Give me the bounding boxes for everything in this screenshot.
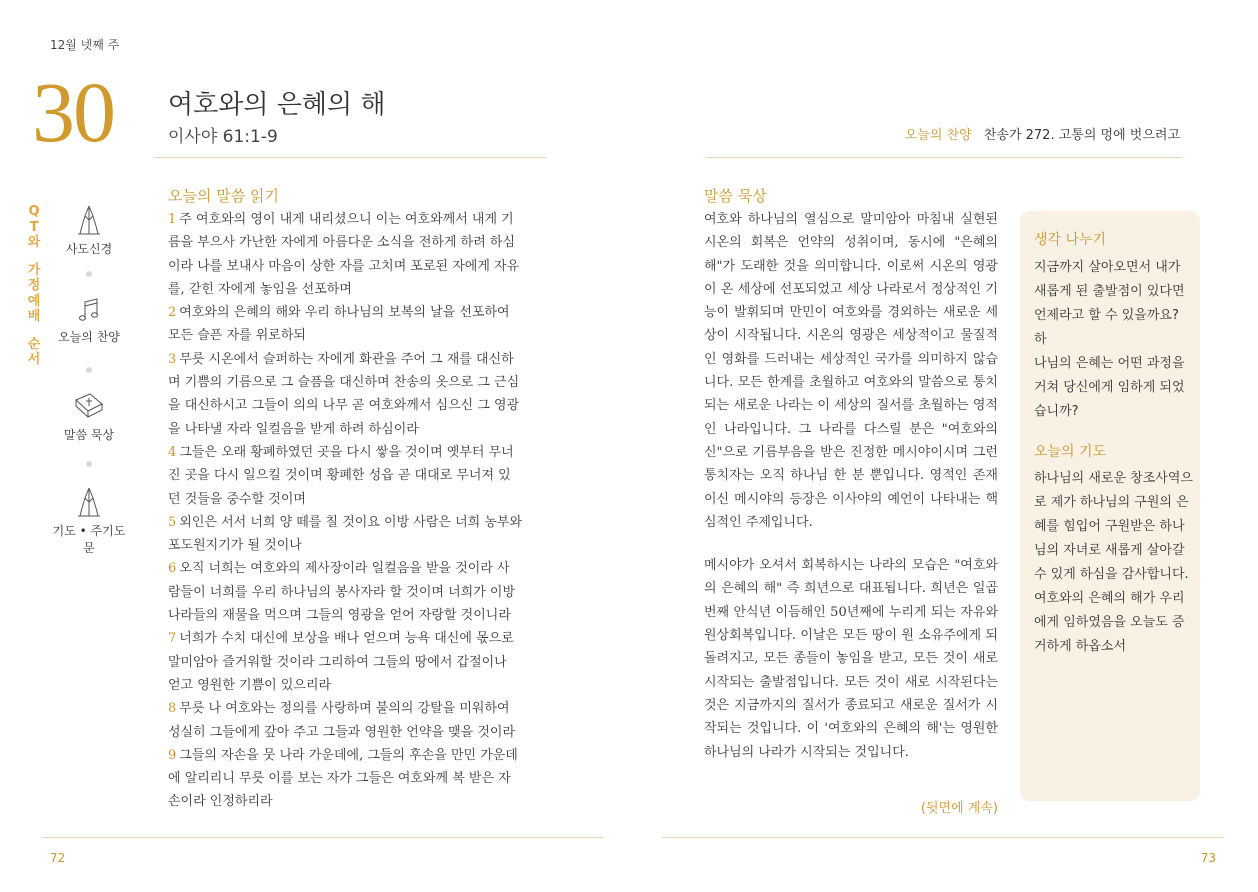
sharing-heading: 생각 나누기: [1034, 232, 1107, 248]
verse-text: 를, 갇힌 자에게 놓임을 선포하며: [168, 281, 352, 297]
verse-text: 던 것들을 중수할 것이며: [168, 491, 306, 507]
side-label-char: Q: [28, 204, 40, 219]
verse-line: [168, 255, 552, 278]
nav-todays-hymn: [48, 296, 130, 345]
side-label: [26, 204, 42, 368]
verse-number: 6: [168, 561, 177, 577]
verse-text: 말미암아 즐거워할 것이라 그리하여 그들의 땅에서 갑절이나: [168, 654, 507, 670]
music-note-icon: [72, 296, 106, 324]
verse-line: [168, 627, 552, 650]
verse-text: 나라들의 재물을 먹으며 그들의 영광을 얻어 자랑할 것이니라: [168, 608, 511, 624]
nav-apostles-creed: [48, 204, 130, 257]
nav-separator-dot: [86, 271, 92, 277]
verse-text: 무릇 시온에서 슬퍼하는 자에게 화관을 주어 그 재를 대신하: [179, 351, 514, 367]
verse-line: [168, 464, 552, 487]
prayer-line: 에게 임하였음을 오늘도 증: [1034, 615, 1185, 630]
praying-hands-icon: [72, 204, 106, 236]
verse-line: [168, 744, 552, 767]
side-label-char: 정: [27, 278, 41, 293]
verse-text: 너희가 수치 대신에 보상을 배나 얻으며 능욕 대신에 몫으로: [179, 631, 514, 647]
verse-line: [168, 697, 552, 720]
verse-number: 7: [168, 631, 177, 647]
side-label-char: 예: [27, 293, 41, 309]
sharing-line: 새롭게 된 출발점이 있다면: [1034, 284, 1185, 299]
verse-line: [168, 557, 552, 580]
prayer-line: 수 있게 하심을 감사합니다.: [1034, 567, 1189, 582]
verse-text: 얻고 영원한 기쁨이 있으리라: [168, 677, 332, 693]
praying-hands-icon: [72, 486, 106, 518]
side-label-char: 순: [27, 336, 41, 352]
verse-number: 5: [168, 514, 177, 530]
verse-text: 에 알리리니 무릇 이를 보는 자가 그들은 여호와께 복 받은 자: [168, 771, 511, 787]
nav-prayer: [48, 486, 130, 556]
verse-line: [168, 301, 552, 324]
side-label-char: 배: [27, 309, 41, 324]
verse-line: [168, 604, 552, 627]
prayer-line: 로 제가 하나님의 구원의 은: [1034, 495, 1189, 510]
prayer-line: 혜를 힘입어 구원받은 하나: [1034, 519, 1185, 534]
verse-number: 9: [168, 747, 177, 763]
verse-line: [168, 231, 552, 254]
verse-line: [168, 371, 552, 394]
prayer-line: 거하게 하옵소서: [1034, 639, 1127, 654]
side-label-char: 서: [27, 352, 41, 367]
hymn-info: [905, 124, 1180, 143]
day-number: 30: [32, 64, 114, 160]
nav-word-meditation: [48, 390, 130, 443]
verse-text: 을 대신하시고 그들이 의의 나무 곧 여호와께서 심으신 그 영광: [168, 398, 520, 414]
week-label: 12월 넷째 주: [50, 38, 120, 52]
verse-text: 오직 너희는 여호와의 제사장이라 일컬음을 받을 것이라 사: [179, 561, 510, 577]
side-label-gap: [26, 325, 42, 337]
footer-rule-left: [42, 837, 604, 838]
meditation-text: [704, 208, 998, 784]
nav-label: 사도신경: [65, 242, 113, 256]
verse-line: [168, 674, 552, 697]
verse-text: 름을 부으사 가난한 자에게 아름다운 소식을 전하게 하려 하심: [168, 235, 516, 251]
sharing-line: 거쳐 당신에게 임하게 되었: [1034, 380, 1185, 395]
verse-line: [168, 488, 552, 511]
sharing-text: [1034, 256, 1194, 424]
nav-separator-dot: [86, 367, 92, 373]
sharing-line: 언제라고 할 수 있을까요? 하: [1034, 308, 1179, 347]
verse-text: 진 곳을 다시 일으킬 것이며 황폐한 성읍 곧 대대로 무너져 있: [168, 468, 511, 484]
scripture-text: [168, 208, 552, 814]
verse-text: 손이라 인정하리라: [168, 794, 273, 810]
nav-label: 말씀 묵상: [63, 428, 115, 442]
meditation-paragraph: 여호와 하나님의 열심으로 말미암아 마침내 실현된 시온의 회복은 언약의 성취이며, 동시에 "은혜의 해"가 도래한 것을 의미합니다. 이로써 시온의 영광이 온 세상에 선포되었고 세상 나라로서 정상적인 기능이 발휘되며 만민이 여호와를 경외하는 새로운 세상이 시작됩니다. 시온의 영광은 세상적이고 물질적인 영화를 드러내는 세상적인 국가를 의미하지 않습니다. 모든 한계를 초월하고 여호와의 말씀으로 통치되는 새로운 나라는 이 세상의 질서를 초월하는 영적인 나라입니다. 그 나라를 다스릴 분은 "여호와의 신"으로 기름부음을 받은 진정한 메시야이시며 그런 통치자는 오직 하나님 한 분 뿐입니다. 영적인 존재이신 메시야의 등장은 이사야의 예언이 나타내는 핵심적인 주제입니다.: [704, 212, 998, 530]
verse-text: 그들은 오래 황폐하였던 곳을 다시 쌓을 것이며 옛부터 무너: [179, 444, 514, 460]
meditation-heading: 말씀 묵상: [704, 187, 767, 205]
prayer-heading: 오늘의 기도: [1034, 444, 1107, 460]
header-rule-right: [706, 157, 1182, 158]
verse-text: 주 여호와의 영이 내게 내리셨으니 이는 여호와께서 내게 기: [179, 212, 514, 227]
page-number-right: 73: [1200, 851, 1216, 865]
verse-text: 포도원지기가 될 것이나: [168, 538, 302, 554]
nav-separator-dot: [86, 461, 92, 467]
verse-number: 2: [168, 305, 177, 321]
hymn-label: 오늘의 찬양: [904, 128, 972, 143]
passage-reference: 이사야 61:1-9: [168, 127, 278, 147]
verse-line: [168, 534, 552, 557]
verse-line: [168, 278, 552, 301]
verse-line: [168, 441, 552, 464]
verse-text: 무릇 나 여호와는 정의를 사랑하며 불의의 강탈을 미워하여: [179, 701, 510, 717]
nav-label: 기도 • 주기도문: [52, 524, 126, 555]
verse-line: [168, 511, 552, 534]
sharing-line: 습니까?: [1034, 404, 1079, 419]
verse-line: [168, 721, 552, 744]
verse-text: 외인은 서서 너희 양 떼를 칠 것이요 이방 사람은 너희 농부와: [179, 514, 522, 530]
header-rule-left: [154, 157, 546, 158]
verse-number: 3: [168, 351, 177, 367]
side-label-char: 가: [27, 262, 41, 278]
verse-line: [168, 767, 552, 790]
prayer-line: 하나님의 새로운 창조사역으: [1034, 471, 1193, 486]
side-label-char: 와: [27, 235, 41, 250]
verse-line: [168, 208, 552, 231]
verse-line: [168, 651, 552, 674]
hymn-title: 찬송가 272. 고통의 멍에 벗으려고: [983, 128, 1180, 143]
verse-text: 며 기쁨의 기름으로 그 슬픔을 대신하며 찬송의 옷으로 그 근심: [168, 375, 520, 391]
verse-line: [168, 790, 552, 813]
page-title: 여호와의 은혜의 해: [168, 90, 386, 120]
verse-number: 8: [168, 701, 177, 717]
verse-text: 성실히 그들에게 갚아 주고 그들과 영원한 언약을 맺을 것이라: [168, 724, 516, 740]
prayer-text: [1034, 467, 1194, 659]
page-number-left: 72: [50, 851, 66, 865]
prayer-line: 님의 자녀로 새롭게 살아갈: [1034, 543, 1185, 558]
nav-label: 오늘의 찬양: [58, 330, 120, 344]
sharing-prayer-box: [1020, 211, 1200, 801]
verse-line: [168, 348, 552, 371]
verse-text: 여호와의 은혜의 해와 우리 하나님의 보복의 날을 선포하여: [179, 305, 510, 321]
meditation-paragraph: 메시야가 오셔서 회복하시는 나라의 모습은 "여호와의 은혜의 해" 즉 희년으로 대표됩니다. 희년은 일곱 번째 안식년 이듬해인 50년째에 누리게 되는 자유와 원상회복입니다. 이날은 모든 땅이 원 소유주에게 되돌려지고, 모든 종들이 놓임을 받고, 모든 것이 새로 시작되는 출발점입니다. 모든 것이 새로 시작된다는 것은 지금까지의 질서가 종료되고 새로운 질서가 시작되는 것입니다. 이 '여호와의 은혜의 해'는 영원한 하나님의 나라가 시작되는 것입니다.: [704, 558, 998, 760]
verse-line: [168, 324, 552, 347]
continued-note: (뒷면에 계속): [920, 801, 998, 816]
side-label-gap: [26, 251, 42, 263]
verse-number: 4: [168, 444, 177, 460]
sharing-line: 나님의 은혜는 어떤 과정을: [1034, 356, 1185, 371]
prayer-line: 여호와의 은혜의 해가 우리: [1034, 591, 1185, 606]
verse-text: 람들이 너희를 우리 하나님의 봉사자라 할 것이며 너희가 이방: [168, 584, 516, 600]
verse-text: 을 나타낼 자라 일컬음을 받게 하려 하심이라: [168, 421, 419, 437]
verse-text: 이라 나를 보내사 마음이 상한 자를 고치며 포로된 자에게 자유: [168, 258, 520, 274]
verse-number: 1: [168, 212, 177, 227]
verse-line: [168, 581, 552, 604]
verse-line: [168, 418, 552, 441]
sharing-line: 지금까지 살아오면서 내가: [1034, 260, 1181, 275]
verse-text: 그들의 자손을 뭇 나라 가운데에, 그들의 후손을 만민 가운데: [179, 747, 518, 763]
reading-heading: 오늘의 말씀 읽기: [168, 187, 279, 205]
verse-text: 모든 슬픈 자를 위로하되: [168, 328, 306, 344]
verse-line: [168, 394, 552, 417]
bible-icon: [72, 390, 106, 422]
footer-rule-right: [662, 837, 1224, 838]
side-label-char: T: [29, 219, 39, 235]
